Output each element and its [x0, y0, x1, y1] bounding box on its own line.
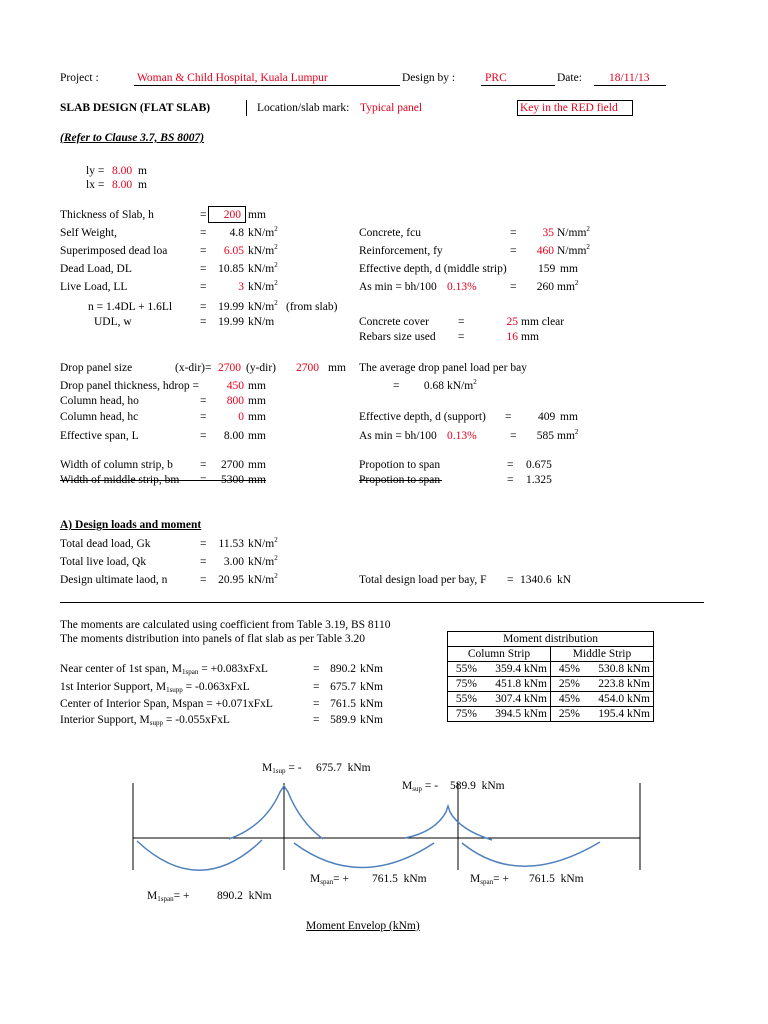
drop-size-label: Drop panel size	[60, 362, 133, 374]
project-underline	[134, 85, 400, 86]
qk-unit: $kN/m^2$	[248, 554, 278, 568]
drop-thick-value[interactable]: 450	[226, 380, 244, 392]
fcu-label: Concrete, fcu	[359, 227, 421, 239]
middle-strip-header: Middle Strip	[551, 647, 654, 662]
moment-row-3-unit: kNm	[360, 698, 383, 710]
drop-thick-label: Drop panel thickness, hdrop =	[60, 380, 200, 392]
gk-unit: $kN/m^2$	[248, 536, 278, 550]
project-value[interactable]: Woman & Child Hospital, Kuala Lumpur	[137, 72, 328, 84]
title-separator	[246, 100, 247, 116]
moment-row-4-value: 589.9	[330, 714, 356, 726]
n-value: 19.99	[218, 301, 244, 313]
m1sup-label: $M_{1sup}$ = -	[262, 762, 302, 775]
udl-unit: kN/m	[248, 316, 275, 328]
gk-label: Total dead load, Gk	[60, 538, 151, 550]
span-value: 8.00	[223, 430, 244, 442]
reference-note: (Refer to Clause 3.7, BS 8007)	[60, 132, 205, 144]
design-loads-heading: A) Design loads and moment	[60, 519, 202, 531]
qk-label: Total live load, Qk	[60, 556, 147, 568]
equals-sign: =	[200, 227, 207, 239]
design-by-underline	[481, 85, 555, 86]
thickness-label: Thickness of Slab, h	[60, 209, 154, 221]
key-note-box: Key in the RED field	[517, 100, 633, 116]
asmin-mid-label: As min = bh/100	[359, 281, 437, 293]
equals-sign: =	[507, 459, 514, 471]
ms-pct: 45%	[551, 692, 584, 707]
equals-sign: =	[200, 430, 207, 442]
table-title: Moment distribution	[448, 632, 654, 647]
table-row	[448, 662, 654, 677]
location-label: Location/slab mark:	[257, 102, 350, 114]
bar-value[interactable]: 16	[506, 331, 518, 343]
fy-value[interactable]: 460	[536, 245, 554, 257]
m1span-value: 890.2 kNm	[217, 890, 272, 902]
sagging-curve-span-1	[137, 840, 262, 870]
fy-unit: $N/mm^2$	[557, 243, 590, 257]
thickness-value[interactable]: 200	[223, 209, 241, 221]
fy-label: Reinforcement, fy	[359, 245, 443, 257]
cs-pct: 55%	[448, 692, 481, 707]
ms-value: 223.8 kNm	[583, 677, 654, 692]
equals-sign: =	[313, 681, 320, 693]
ms-pct: 25%	[551, 677, 584, 692]
mspan-2-label: $M_{span}=$ +	[470, 873, 509, 886]
d-sup-value: 409	[538, 411, 556, 423]
ydir-unit: mm	[328, 362, 346, 374]
lx-value[interactable]: 8.00	[112, 179, 133, 191]
strikethrough-line	[60, 480, 266, 481]
ms-value: 530.8 kNm	[583, 662, 654, 677]
equals-sign: =	[200, 209, 207, 221]
cs-pct: 75%	[448, 707, 481, 722]
equals-sign: =	[200, 316, 207, 328]
equals-sign: =	[200, 411, 207, 423]
equals-sign: =	[313, 663, 320, 675]
table-title-row	[448, 632, 654, 647]
d-mid-unit: mm	[560, 263, 578, 275]
fcu-unit: $N/mm^2$	[557, 225, 590, 239]
moment-row-2-value: 675.7	[330, 681, 356, 693]
hogging-curve-support-1	[229, 786, 323, 839]
prop-mid-label: Propotion to span	[359, 474, 441, 486]
msup-value: 589.9 kNm	[450, 780, 505, 792]
ho-value[interactable]: 800	[226, 395, 244, 407]
mid-strip-unit: mm	[248, 474, 266, 486]
date-label: Date:	[557, 72, 582, 84]
ms-value: 454.0 kNm	[583, 692, 654, 707]
cs-value: 307.4 kNm	[480, 692, 551, 707]
page-title: SLAB DESIGN (FLAT SLAB)	[60, 102, 211, 114]
ms-pct: 45%	[551, 662, 584, 677]
moment-distribution-table	[447, 631, 654, 722]
f-label: Total design load per bay, F	[359, 574, 487, 586]
cover-value[interactable]: 25	[506, 316, 518, 328]
equals-sign: =	[200, 245, 207, 257]
envelope-caption: Moment Envelop (kNm)	[306, 920, 420, 932]
equals-sign: =	[313, 714, 320, 726]
col-strip-label: Width of column strip, b	[60, 459, 173, 471]
date-underline	[594, 85, 666, 86]
dl-label: Dead Load, DL	[60, 263, 132, 275]
prop-col-label: Propotion to span	[359, 459, 441, 471]
moment-row-3-label: Center of Interior Span, Mspan = +0.071xFxL	[60, 698, 273, 710]
equals-sign: =	[507, 474, 514, 486]
moment-row-1-value: 890.2	[330, 663, 356, 675]
n-label: n = 1.4DL + 1.6Ll	[88, 301, 173, 313]
sagging-curve-span-2	[294, 843, 434, 868]
cs-value: 394.5 kNm	[480, 707, 551, 722]
m1span-label: $M_{1span}=$ +	[147, 890, 190, 903]
self-weight-value: 4.8	[229, 227, 244, 239]
ly-unit: m	[138, 165, 147, 177]
ll-value[interactable]: 3	[238, 281, 244, 293]
lx-label: lx =	[86, 179, 105, 191]
equals-sign: =	[200, 574, 207, 586]
moment-row-1-unit: kNm	[360, 663, 383, 675]
n-note: (from slab)	[286, 301, 338, 313]
bar-label: Rebars size used	[359, 331, 436, 343]
equals-sign: =	[393, 380, 400, 392]
dl-value: 10.85	[218, 263, 244, 275]
mspan-2-value: 761.5 kNm	[529, 873, 584, 885]
udl-label: UDL, w	[94, 316, 132, 328]
equals-sign: =	[313, 698, 320, 710]
avg-drop-label: The average drop panel load per bay	[359, 362, 527, 374]
prop-col-value: 0.675	[526, 459, 552, 471]
moment-row-4-unit: kNm	[360, 714, 383, 726]
date-value[interactable]: 18/11/13	[609, 72, 650, 84]
moment-row-4-label: Interior Support, $M_{supp}$ = -0.055xFxL	[60, 714, 230, 727]
col-strip-value: 2700	[221, 459, 244, 471]
ho-unit: mm	[248, 395, 266, 407]
xdir-value[interactable]: 2700	[218, 362, 241, 374]
ydir-label: (y-dir)	[246, 362, 277, 374]
n-design-label: Design ultimate laod, n	[60, 574, 168, 586]
equals-sign: =	[510, 227, 517, 239]
ll-label: Live Load, LL	[60, 281, 128, 293]
self-weight-label: Self Weight,	[60, 227, 117, 239]
moment-row-2-unit: kNm	[360, 681, 383, 693]
equals-sign: =	[200, 281, 207, 293]
gk-value: 11.53	[218, 538, 244, 550]
col-strip-unit: mm	[248, 459, 266, 471]
xdir-label: (x-dir)=	[175, 362, 212, 374]
cs-value: 359.4 kNm	[480, 662, 551, 677]
n-design-value: 20.95	[218, 574, 244, 586]
d-mid-value: 159	[538, 263, 556, 275]
ho-label: Column head, ho	[60, 395, 139, 407]
mid-strip-value: 5300	[221, 474, 244, 486]
column-strip-header: Column Strip	[448, 647, 551, 662]
sdl-label: Superimposed dead loa	[60, 245, 168, 257]
hogging-curve-support-2	[405, 806, 492, 840]
ms-value: 195.4 kNm	[583, 707, 654, 722]
hc-unit: mm	[248, 411, 266, 423]
asmin-mid-pct[interactable]: 0.13%	[447, 281, 477, 293]
project-label: Project :	[60, 72, 99, 84]
location-value[interactable]: Typical panel	[360, 102, 423, 114]
moment-note-2: The moments distribution into panels of flat slab as per Table 3.20	[60, 633, 365, 645]
asmin-mid-unit: $mm^2$	[557, 279, 579, 293]
equals-sign: =	[505, 411, 512, 423]
cs-pct: 55%	[448, 662, 481, 677]
strikethrough-line	[359, 480, 442, 481]
moment-note-1: The moments are calculated using coefficient from Table 3.19, BS 8110	[60, 619, 391, 631]
udl-value: 19.99	[218, 316, 244, 328]
moment-row-3-value: 761.5	[330, 698, 356, 710]
asmin-sup-unit: $mm^2$	[557, 428, 579, 442]
avg-drop-unit: $kN/m^2$	[447, 378, 477, 392]
sdl-value[interactable]: 6.05	[223, 245, 244, 257]
thickness-unit: mm	[248, 209, 266, 221]
equals-sign: =	[510, 430, 517, 442]
ly-value[interactable]: 8.00	[112, 165, 133, 177]
moment-row-1-label: Near center of 1st span, $M_{1span}$ = +0.083xFxL	[60, 663, 268, 676]
drop-thick-unit: mm	[248, 380, 266, 392]
equals-sign: =	[200, 474, 207, 486]
asmin-mid-value: 260	[536, 281, 554, 293]
prop-mid-value: 1.325	[526, 474, 552, 486]
sagging-curve-span-3	[462, 842, 600, 866]
mspan-1-label: $M_{span}=$ +	[310, 873, 349, 886]
mid-strip-label: Width of middle strip, bm	[60, 474, 180, 486]
equals-sign: =	[507, 574, 514, 586]
design-by-value[interactable]: PRC	[485, 72, 507, 84]
m1sup-value: 675.7 kNm	[316, 762, 371, 774]
qk-value: 3.00	[223, 556, 244, 568]
table-header-row	[448, 647, 654, 662]
d-mid-label: Effective depth, d (middle strip)	[359, 263, 507, 275]
ly-label: ly =	[86, 165, 105, 177]
table-row	[448, 677, 654, 692]
asmin-sup-label: As min = bh/100	[359, 430, 437, 442]
dl-unit: $kN/m^2$	[248, 261, 278, 275]
cs-value: 451.8 kNm	[480, 677, 551, 692]
hc-label: Column head, hc	[60, 411, 139, 423]
span-unit: mm	[248, 430, 266, 442]
cs-pct: 75%	[448, 677, 481, 692]
equals-sign: =	[510, 245, 517, 257]
n-design-unit: $kN/m^2$	[248, 572, 278, 586]
equals-sign: =	[200, 538, 207, 550]
asmin-sup-pct[interactable]: 0.13%	[447, 430, 477, 442]
bar-unit: mm	[521, 331, 539, 343]
d-sup-unit: mm	[560, 411, 578, 423]
equals-sign: =	[458, 331, 465, 343]
ll-unit: $kN/m^2$	[248, 279, 278, 293]
fcu-value[interactable]: 35	[542, 227, 554, 239]
design-by-label: Design by :	[402, 72, 456, 84]
equals-sign: =	[200, 459, 207, 471]
equals-sign: =	[200, 395, 207, 407]
asmin-sup-value: 585	[536, 430, 554, 442]
cover-label: Concrete cover	[359, 316, 429, 328]
n-unit: $kN/m^2$	[248, 299, 278, 313]
lx-unit: m	[138, 179, 147, 191]
ydir-value[interactable]: 2700	[296, 362, 319, 374]
equals-sign: =	[458, 316, 465, 328]
equals-sign: =	[200, 301, 207, 313]
span-label: Effective span, L	[60, 430, 139, 442]
mspan-1-value: 761.5 kNm	[372, 873, 427, 885]
msup-label: $M_{sup}$ = -	[402, 780, 439, 793]
table-row	[448, 707, 654, 722]
equals-sign: =	[510, 281, 517, 293]
moment-row-2-label: 1st Interior Support, $M_{1supp}$ = -0.063xFxL	[60, 681, 250, 694]
table-row	[448, 692, 654, 707]
equals-sign: =	[200, 263, 207, 275]
ms-pct: 25%	[551, 707, 584, 722]
section-divider	[60, 602, 704, 603]
self-weight-unit: $kN/m^2$	[248, 225, 278, 239]
d-sup-label: Effective depth, d (support)	[359, 411, 486, 423]
f-value: 1340.6	[520, 574, 552, 586]
cover-unit: mm clear	[521, 316, 565, 328]
f-unit: kN	[557, 574, 572, 586]
avg-drop-value: 0.68	[423, 380, 444, 392]
equals-sign: =	[200, 556, 207, 568]
sdl-unit: $kN/m^2$	[248, 243, 278, 257]
hc-value[interactable]: 0	[238, 411, 244, 423]
